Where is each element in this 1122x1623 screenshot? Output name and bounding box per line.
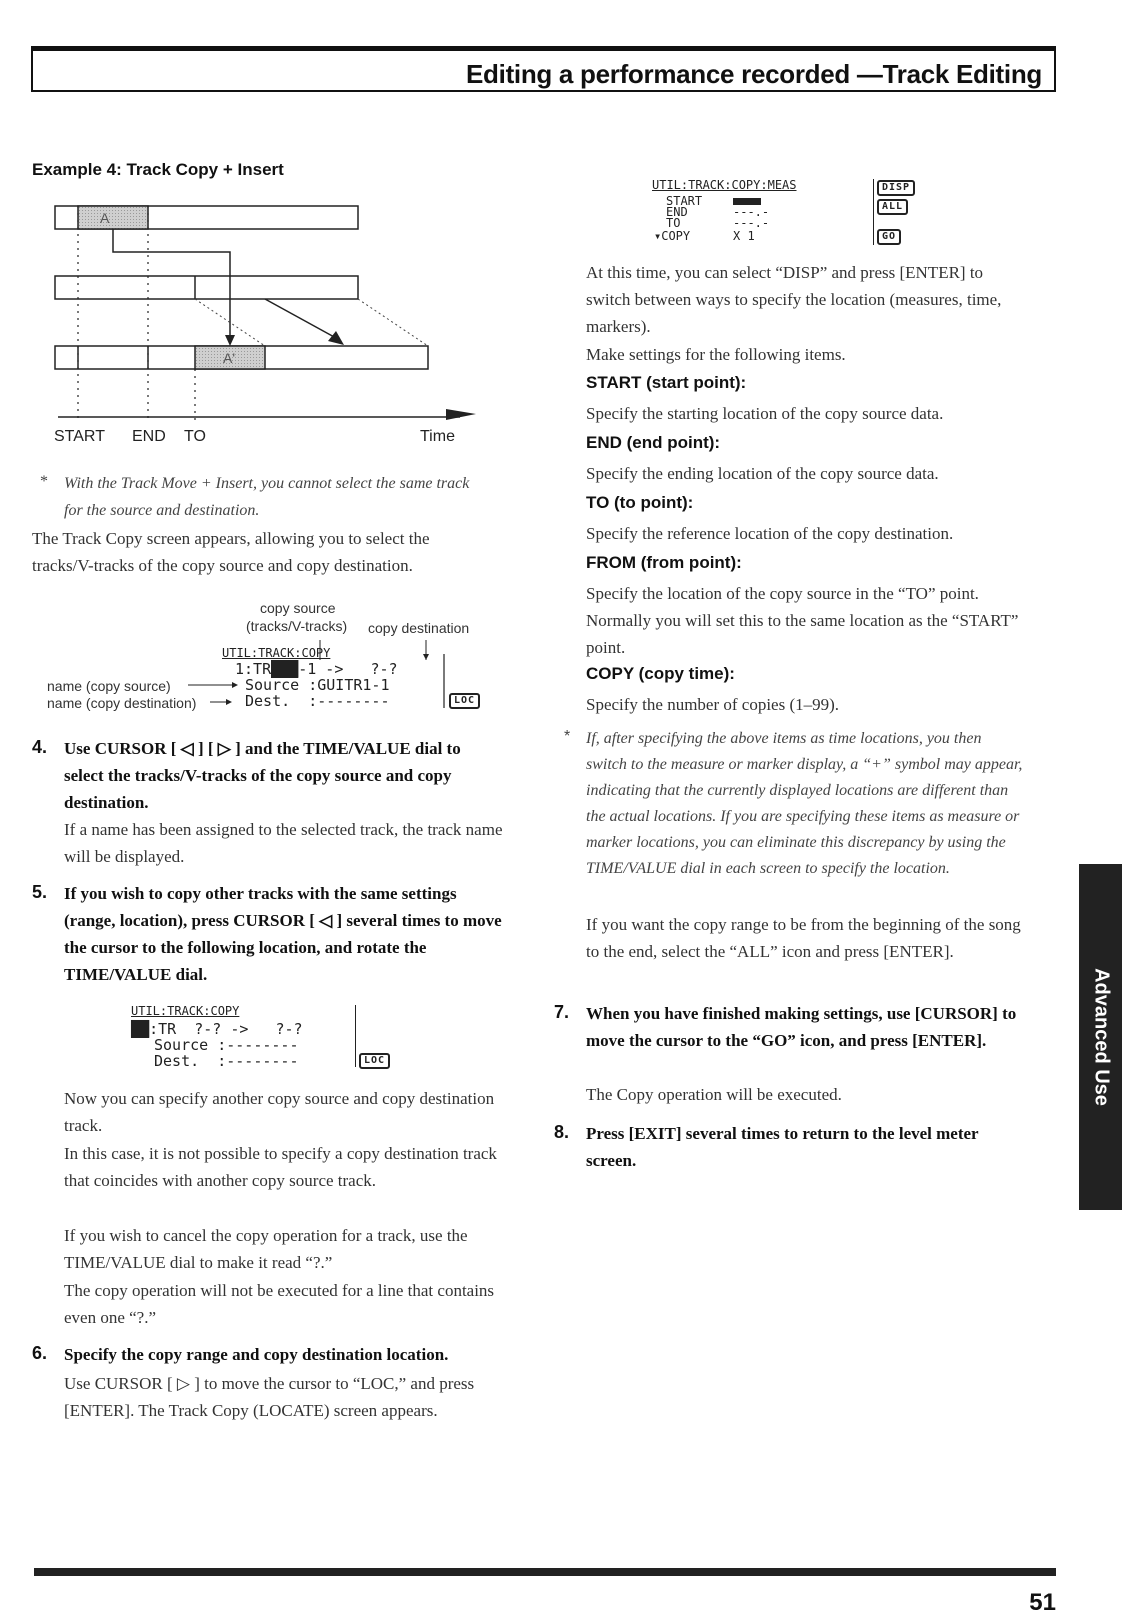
step-5-p3: If you wish to cancel the copy operation for a track, use the TIME/VALUE dial to make it read “?.”: [64, 1226, 468, 1272]
lcd1-title: UTIL:TRACK:COPY: [222, 646, 331, 660]
step-4-number: 4.: [32, 737, 48, 757]
track-copy-diagram: [40, 195, 490, 455]
to-body: Specify the reference location of the copy destination.: [586, 524, 954, 543]
step-5-p4: The copy operation will not be executed for a line that contains even one “?.”: [64, 1281, 495, 1327]
step-4-body: If a name has been assigned to the selected track, the track name will be displayed.: [64, 820, 503, 866]
lcd1-line3: Dest. :--------: [245, 692, 390, 710]
note-text: With the Track Move + Insert, you cannot select the same track for the source and destination.: [64, 475, 470, 519]
step-5-text: If you wish to copy other tracks with the same settings (range, location), press CURSOR [ ◁ ] several times to move the cursor to the following location, and rotate the TIME/VALUE dial.: [64, 884, 502, 984]
lcd2-line3: Dest. :--------: [154, 1052, 299, 1070]
lcd1-loc-button[interactable]: LOC: [449, 693, 480, 709]
lcd1-line1a: 1:TR: [235, 660, 272, 678]
block-a: [78, 206, 148, 229]
lcd3-title: UTIL:TRACK:COPY:MEAS: [652, 178, 797, 192]
block-a-label: A: [100, 210, 110, 226]
page-number: 51: [1029, 1589, 1056, 1616]
right-note: If, after specifying the above items as time locations, you then switch to the measure or marker display, a “+” symbol may appear, indicating that the currently displayed locations are different than the actual locations. If you are specifying these items as measure or marker locations, you can eliminate this discrepancy by using the TIME/VALUE dial in each screen to specify the location.: [586, 730, 1023, 877]
lcd3-all-button[interactable]: ALL: [877, 199, 908, 215]
lcd2-title: UTIL:TRACK:COPY: [131, 1004, 240, 1018]
lcd3-disp-button[interactable]: DISP: [877, 180, 915, 196]
lcd2-line2: Source :--------: [154, 1036, 299, 1054]
lcd1-cursor: ███: [271, 660, 299, 678]
axis-start-label: START: [54, 428, 105, 445]
lcd2-line1: [131, 1021, 303, 1037]
right-p2: Make settings for the following items.: [586, 345, 846, 364]
step-5-number: 5.: [32, 882, 48, 902]
step-7-text: When you have finished making settings, use [CURSOR] to move the cursor to the “GO” icon, and press [ENTER].: [586, 1004, 1017, 1050]
lcd3-copy-value: X 1: [733, 229, 755, 243]
lcd2-divider: [355, 1005, 356, 1067]
step-6-text: Specify the copy range and copy destination location.: [64, 1345, 449, 1364]
lcd3-to-value: ---.-: [733, 216, 770, 230]
step-7-body: The Copy operation will be executed.: [586, 1085, 842, 1104]
lcd3-to-label: TO: [666, 216, 681, 230]
side-tab-label: Advanced Use: [1090, 968, 1112, 1106]
step-6-number: 6.: [32, 1343, 48, 1363]
end-body: Specify the ending location of the copy source data.: [586, 464, 939, 483]
lcd1-label-copy-destination: copy destination: [368, 620, 470, 636]
copy-heading: COPY (copy time):: [586, 664, 735, 683]
right-note-asterisk-icon: *: [564, 728, 571, 745]
from-heading: FROM (from point):: [586, 553, 742, 572]
from-body: Specify the location of the copy source in the “TO” point. Normally you will set this to the same location as the “START” point.: [586, 584, 1019, 657]
page-title: Editing a performance recorded —Track Editing: [466, 59, 1042, 89]
lcd2-line1a: :TR ?-? -> ?-?: [149, 1020, 303, 1038]
lcd3-copy-row: ▾COPY: [654, 229, 691, 243]
block-a-prime-label: A': [223, 350, 236, 366]
footer-bar: [34, 1568, 1056, 1576]
right-p3: If you want the copy range to be from the beginning of the song to the end, select the “ALL” icon and press [ENTER].: [586, 915, 1021, 961]
lcd3-start-label: START: [666, 194, 703, 208]
end-heading: END (end point):: [586, 433, 721, 452]
lcd1-line1: [235, 661, 398, 677]
right-p1: At this time, you can select “DISP” and press [ENTER] to switch between ways to specify the location (measures, time, markers).: [586, 263, 1002, 336]
side-tab: [1079, 864, 1122, 1210]
asterisk-icon: *: [40, 473, 48, 490]
lcd3-divider: [873, 179, 874, 245]
lcd1-line1b: -1 -> ?-?: [298, 660, 398, 678]
lcd1-label-copy-source: copy source: [260, 600, 336, 616]
lcd3-end-label: END: [666, 205, 688, 219]
copy-body: Specify the number of copies (1–99).: [586, 695, 840, 714]
step-5-p1: Now you can specify another copy source and copy destination track.: [64, 1089, 495, 1135]
lcd1-label-name-dest: name (copy destination): [47, 695, 197, 711]
lcd3-copy-label: COPY: [661, 229, 691, 243]
lcd2-cursor: ██: [131, 1020, 150, 1038]
start-heading: START (start point):: [586, 373, 747, 392]
step-7-number: 7.: [554, 1002, 570, 1022]
step-8-number: 8.: [554, 1122, 570, 1142]
step-5-p2: In this case, it is not possible to specify a copy destination track that coincides with another copy source track.: [64, 1144, 497, 1190]
step-4-text: Use CURSOR [ ◁ ] [ ▷ ] and the TIME/VALUE dial to select the tracks/V-tracks of the copy source and copy destination.: [64, 739, 461, 812]
example-note: [40, 470, 488, 524]
lcd1-label-name-source: name (copy source): [47, 678, 171, 694]
axis-time-label: Time: [420, 428, 455, 445]
axis-end-label: END: [132, 428, 166, 445]
middle-track-bar: [55, 276, 358, 299]
lcd3-start-cursor: [733, 198, 761, 205]
lcd2-loc-button[interactable]: LOC: [359, 1053, 390, 1069]
intro-paragraph: The Track Copy screen appears, allowing you to select the tracks/V-tracks of the copy source and copy destination.: [32, 529, 430, 575]
step-6-body: Use CURSOR [ ▷ ] to move the cursor to “LOC,” and press [ENTER]. The Track Copy (LOCATE) screen appears.: [64, 1374, 475, 1420]
lcd3-end-value: ---.-: [733, 205, 770, 219]
lcd3-go-button[interactable]: GO: [877, 229, 901, 245]
header-box: [31, 46, 1056, 92]
lcd1-line2: Source :GUITR1-1: [245, 676, 390, 694]
start-body: Specify the starting location of the copy source data.: [586, 404, 944, 423]
lcd1-label-tracks: (tracks/V-tracks): [246, 618, 348, 634]
example-heading: Example 4: Track Copy + Insert: [32, 160, 284, 179]
to-heading: TO (to point):: [586, 493, 694, 512]
axis-to-label: TO: [184, 428, 206, 445]
step-8-text: Press [EXIT] several times to return to the level meter screen.: [586, 1124, 979, 1170]
